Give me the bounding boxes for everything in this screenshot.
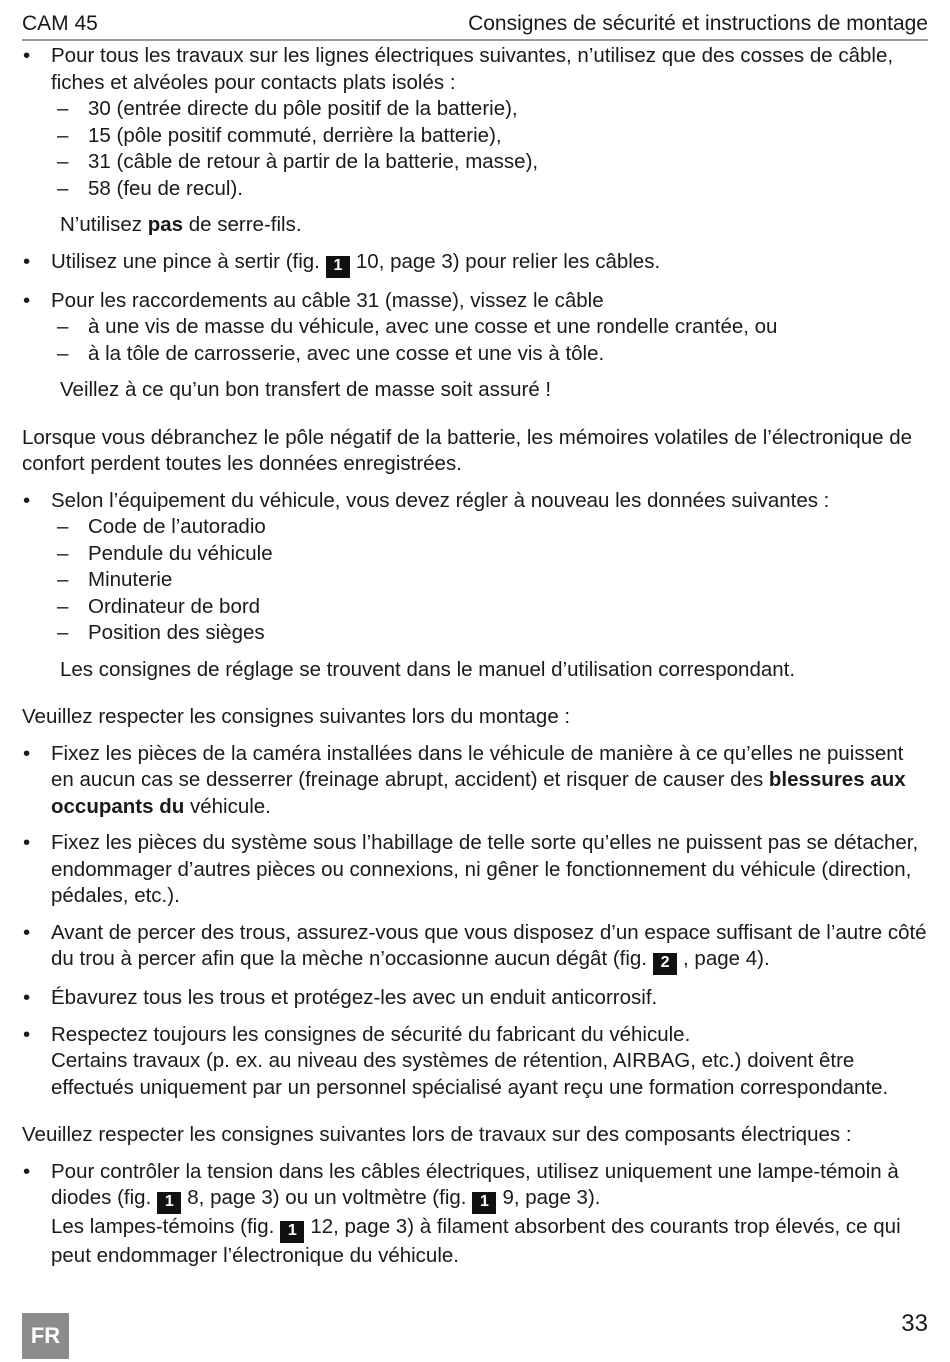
bullet-marker: • — [23, 1022, 31, 1046]
page-content — [22, 43, 930, 1280]
bullet-marker: • — [23, 741, 31, 765]
bullet-marker: • — [23, 986, 31, 1009]
bullet-list — [22, 1159, 930, 1270]
dash-item: – à la tôle de carrosserie, avec une cosse et une vis à tôle. — [57, 341, 605, 365]
bullet-marker: • — [23, 831, 31, 854]
bullet-marker: • — [23, 1159, 31, 1183]
figure-ref-badge: 1 — [472, 1192, 496, 1214]
dash-item: – 15 (pôle positif commuté, derrière la batterie), — [57, 123, 502, 147]
paragraph: Lorsque vous débranchez le pôle négatif de la batterie, les mémoires volatiles de l’électronique de confort perdent toutes les données enregistrées. — [22, 425, 913, 475]
dash-item: – Ordinateur de bord — [57, 594, 261, 618]
note-text: Les consignes de réglage se trouvent dans le manuel d’utilisation correspondant. — [60, 657, 796, 681]
list-item: • Utilisez une pince à sertir (fig. 1 10, page 3) pour relier les câbles. — [22, 249, 930, 278]
bullet-marker: • — [23, 920, 31, 944]
bullet-marker: • — [23, 488, 31, 512]
list-item: • Fixez les pièces du système sous l’habillage de telle sorte qu’elles ne puissent pas se détacher, endommager d’autres pièces ou connexions, ni gêner le fonctionnement du véhicule (direction, pédales, etc.). — [23, 831, 919, 907]
dash-item: – Minuterie — [57, 568, 173, 591]
list-item: • Respectez toujours les consignes de sécurité du fabricant du véhicule. Certains travaux (p. ex. au niveau des systèmes de rétention, AIRBAG, etc.) doivent être effectués uniquement par un personnel spécialisé ayant reçu une formation correspondante. — [23, 1022, 889, 1099]
list-item: • Fixez les pièces de la caméra installées dans le véhicule de manière à ce qu’elles ne puissent en aucun cas se desserrer (freinage abrupt, accident) et risquer de causer des blessures aux occupants du véhicule. — [23, 741, 906, 818]
note-text: Veillez à ce qu’un bon transfert de masse soit assuré ! — [60, 378, 552, 401]
dash-item: – Pendule du véhicule — [57, 541, 273, 565]
dash-list — [51, 96, 930, 202]
list-item: • Pour les raccordements au câble 31 (masse), vissez le câble – à une vis de masse du véhicule, avec une cosse et une rondelle crantée, ou – à la tôle de carrosserie, avec une cosse et une vis à tôle. Veillez à ce qu’un bon transfert de masse soit assuré ! — [22, 288, 930, 404]
dash-item: – Code de l’autoradio — [57, 515, 266, 538]
figure-ref-badge: 1 — [157, 1192, 181, 1214]
note-text: N’utilisez pas de serre-fils. — [60, 213, 302, 236]
paragraph: Veuillez respecter les consignes suivantes lors du montage : — [22, 705, 571, 728]
page-number: 33 — [901, 1310, 928, 1337]
bullet-list — [22, 488, 930, 684]
bullet-list — [22, 741, 930, 1102]
list-item — [22, 43, 930, 239]
bullet-marker: • — [23, 44, 31, 67]
list-item: • Pour contrôler la tension dans les câbles électriques, utilisez uniquement une lampe-témoin à diodes (fig. 1 8, page 3) ou un voltmètre (fig. 1 9, page 3). Les lampes-témoins (fig. 1 12, page 3) à filament absorbent des courants trop élevés, ce qui peut endommager l’électronique du véhicule. — [23, 1159, 901, 1267]
bullet-text: Pour tous les travaux sur les lignes électriques suivantes, n’utilisez que des cosses de câble, fiches et alvéoles pour contacts plats isolés : — [51, 44, 894, 94]
list-item: • Avant de percer des trous, assurez-vous que vous disposez d’un espace suffisant de l’autre côté du trou à percer afin que la mèche n’occasionne aucun dégât (fig. 2 , page 4). — [22, 920, 930, 976]
figure-ref-badge: 2 — [653, 953, 677, 975]
dash-list — [51, 314, 930, 367]
model-name: CAM 45 — [22, 12, 98, 35]
list-item: • Ébavurez tous les trous et protégez-les avec un enduit anticorrosif. — [22, 985, 930, 1012]
dash-list — [51, 514, 930, 647]
list-item: • Selon l’équipement du véhicule, vous devez régler à nouveau les données suivantes : – Code de l’autoradio – Pendule du véhicule – Minuterie – Ordinateur de bord – Position des sièges Les consignes de réglage se trouvent dans le manuel d’utilisation correspondant. — [22, 488, 930, 684]
page-header — [22, 6, 928, 41]
section-title: Consignes de sécurité et instructions de montage — [468, 12, 928, 35]
dash-item: – 58 (feu de recul). — [57, 176, 243, 200]
bullet-marker: • — [23, 249, 31, 273]
dash-item: – 30 (entrée directe du pôle positif de la batterie), — [57, 97, 518, 120]
figure-ref-badge: 1 — [280, 1221, 304, 1243]
paragraph: Veuillez respecter les consignes suivantes lors de travaux sur des composants électriques : — [22, 1123, 852, 1146]
language-tab: FR — [22, 1313, 69, 1359]
bullet-marker: • — [23, 288, 31, 312]
dash-item: – à une vis de masse du véhicule, avec une cosse et une rondelle crantée, ou — [57, 315, 778, 338]
figure-ref-badge: 1 — [326, 256, 350, 278]
dash-item: – Position des sièges — [57, 621, 265, 644]
bullet-list — [22, 43, 930, 404]
dash-item: – 31 (câble de retour à partir de la batterie, masse), — [57, 150, 539, 173]
